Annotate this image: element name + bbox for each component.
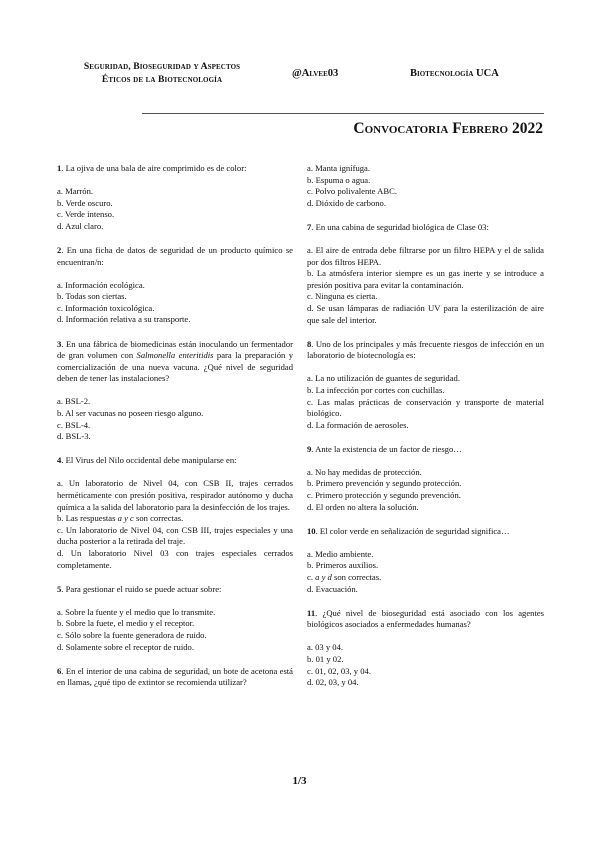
option-b-emphasis: a y c: [117, 513, 134, 524]
question-text: . ¿Qué nivel de bioseguridad está asociado con los agentes biológicos asociados a enfermedades humanas?: [307, 607, 544, 630]
option-d: d. Dióxido de carbono.: [307, 197, 386, 208]
header-divider: [142, 113, 544, 114]
option-c: c. 01, 02, 03, y 04.: [307, 665, 371, 676]
course-title: [62, 60, 262, 86]
option-b: [57, 513, 293, 525]
option-a: a. Un laboratorio de Nivel 04, con CSB II, trajes cerrados herméticamente con presión positiva, respirador autónomo y ducha química a la salida del laboratorio para la desinfección de los trajes.: [57, 478, 293, 512]
option-c-emphasis: a y d: [315, 572, 332, 583]
question-3: [57, 339, 293, 443]
question-stem: [57, 245, 293, 268]
question-6: [57, 666, 293, 689]
left-column: [57, 163, 293, 701]
question-10: [307, 526, 544, 595]
option-a: a. La no utilización de guantes de seguridad.: [307, 373, 460, 384]
option-b-text: b. Las respuestas: [57, 513, 118, 524]
option-b: b. Todas son ciertas.: [57, 291, 127, 302]
option-c: c. Polvo polivalente ABC.: [307, 186, 397, 197]
question-stem: [307, 526, 544, 538]
course-title-line1: Seguridad, Bioseguridad y Aspectos: [83, 61, 241, 72]
option-a: a. Sobre la fuente y el medio que lo transmite.: [57, 606, 216, 617]
option-a: a. El aire de entrada debe filtrarse por un filtro HEPA y el de salida por dos filtros HEPA.: [307, 244, 544, 267]
option-d: d. Azul claro.: [57, 220, 104, 231]
question-9: [307, 444, 544, 513]
question-text: . El color verde en señalización de seguridad significa…: [315, 525, 510, 536]
question-text: . La ojiva de una bala de aire comprimido es de color:: [61, 163, 247, 173]
option-d: d. Se usan lámparas de radiación UV para la esterilización de aire que sale del interior.: [307, 302, 544, 325]
question-text: . Uno de los principales y más frecuente riesgos de infección en un laboratorio de biotecnología es:: [307, 338, 544, 361]
option-d: d. BSL-3.: [57, 431, 91, 442]
option-c: c. Información toxicológica.: [57, 302, 155, 313]
question-text: . En una ficha de datos de seguridad de un producto químico se encuentran/n:: [57, 244, 293, 267]
option-c: c. Un laboratorio de Nivel 04, con CSB III, trajes especiales y una ducha posterior a la retirada del traje.: [57, 524, 293, 547]
question-7: [307, 222, 544, 326]
question-stem: [307, 339, 544, 362]
option-a: a. Manta ignífuga.: [307, 163, 371, 173]
question-stem: [307, 608, 544, 631]
option-d: d. Información relativa a su transporte.: [57, 314, 191, 325]
question-8: [307, 339, 544, 432]
option-c: c. Sólo sobre la fuente generadora de ruido.: [57, 629, 207, 640]
option-b-text-end: son correctas.: [133, 513, 184, 524]
question-number: 4: [57, 455, 62, 466]
options-list: [307, 549, 544, 595]
question-text-cont: para la preparación y comercialización de una nueva vacuna. ¿Qué nivel de seguridad deben de tener las instalaciones?: [57, 350, 293, 384]
degree-label: Biotecnología UCA: [410, 68, 499, 79]
question-number: 1: [57, 163, 62, 173]
option-c: c. Primero protección y segundo prevención.: [307, 490, 461, 501]
option-c-text: c.: [307, 572, 316, 583]
question-number: 3: [57, 338, 62, 349]
option-a: a. No hay medidas de protección.: [307, 466, 422, 477]
question-text: . En una cabina de seguridad biológica de Clase 03:: [311, 221, 489, 232]
question-number: 10: [307, 525, 316, 536]
option-d: d. 02, 03, y 04.: [307, 677, 359, 688]
exam-title: Convocatoria Febrero 2022: [353, 120, 543, 137]
question-number: 2: [57, 244, 62, 255]
option-d: d. La formación de aerosoles.: [307, 419, 409, 430]
question-text: . Ante la existencia de un factor de riesgo…: [311, 443, 462, 454]
option-b: b. Verde oscuro.: [57, 197, 113, 208]
option-b: b. Espuma o agua.: [307, 174, 371, 185]
options-list: [307, 245, 544, 326]
question-stem: [57, 455, 293, 467]
options-list: [307, 163, 544, 209]
author-handle: @Alvee03: [292, 68, 339, 79]
question-1: [57, 163, 293, 232]
question-number: 11: [307, 607, 316, 618]
question-4: [57, 455, 293, 571]
option-a: a. 03 y 04.: [307, 642, 344, 653]
question-stem: [57, 584, 293, 596]
option-c: c. Verde intenso.: [57, 209, 115, 220]
question-stem: [57, 163, 293, 175]
question-text: . En una fábrica de biomedicinas están inoculando un fermentador de gran volumen con: [57, 338, 293, 361]
option-b: b. La infección por cortes con cuchillas.: [307, 384, 445, 395]
option-c: c. BSL-4.: [57, 419, 91, 430]
option-b: b. Al ser vacunas no poseen riesgo alguno.: [57, 408, 204, 418]
question-6-options: [307, 163, 544, 209]
option-a: a. BSL-2.: [57, 396, 91, 407]
course-title-line2: Éticos de la Biotecnología: [101, 74, 223, 85]
option-d: d. El orden no altera la solución.: [307, 501, 419, 512]
option-c: c. Ninguna es cierta.: [307, 291, 378, 302]
question-11: [307, 608, 544, 689]
options-list: [57, 607, 293, 653]
question-text: . En el interior de una cabina de seguridad, un bote de acetona está en llamas, ¿qué tipo de extintor se recomienda utilizar?: [57, 665, 293, 688]
option-c: [307, 572, 544, 584]
question-stem: [57, 666, 293, 689]
question-number: 9: [307, 443, 312, 454]
question-5: [57, 584, 293, 653]
option-a: a. Información ecológica.: [57, 279, 145, 290]
option-b: b. 01 y 02.: [307, 654, 344, 664]
question-stem: [307, 222, 544, 234]
question-stem: [57, 339, 293, 385]
options-list: [57, 396, 293, 442]
right-column: [307, 163, 544, 701]
question-number: 8: [307, 338, 312, 349]
question-text: . El Virus del Nilo occidental debe manipularse en:: [61, 455, 237, 466]
option-c-text-end: son correctas.: [331, 572, 382, 583]
options-list: [57, 186, 293, 232]
question-number: 6: [57, 665, 62, 676]
organism-name: Salmonella enteritidis: [136, 350, 214, 361]
option-b: b. Primeros auxilios.: [307, 560, 379, 571]
option-a: a. Medio ambiente.: [307, 548, 374, 559]
question-text: . Para gestionar el ruido se puede actuar sobre:: [61, 583, 222, 594]
option-b: b. La atmósfera interior siempre es un gas inerte y se introduce a presión positiva para evitar la contaminación.: [307, 268, 544, 290]
options-list: [307, 467, 544, 513]
option-c: c. Las malas prácticas de conservación y transporte de material biológico.: [307, 396, 544, 419]
question-number: 5: [57, 583, 62, 594]
options-list: [57, 280, 293, 326]
option-a: a. Marrón.: [57, 186, 94, 197]
question-2: [57, 245, 293, 326]
page-number: 1/3: [292, 775, 307, 787]
question-stem: [307, 444, 544, 456]
options-list: [307, 373, 544, 431]
question-number: 7: [307, 221, 312, 232]
option-d: d. Un laboratorio Nivel 03 con trajes especiales cerrados completamente.: [57, 547, 293, 570]
option-d: d. Solamente sobre el receptor de ruido.: [57, 641, 194, 652]
options-list: [307, 642, 544, 688]
option-d: d. Evacuación.: [307, 583, 358, 594]
option-b: b. Primero prevención y segundo protección.: [307, 478, 462, 489]
options-list: [57, 478, 293, 571]
option-b: b. Sobre la fuete, el medio y el receptor.: [57, 618, 195, 629]
